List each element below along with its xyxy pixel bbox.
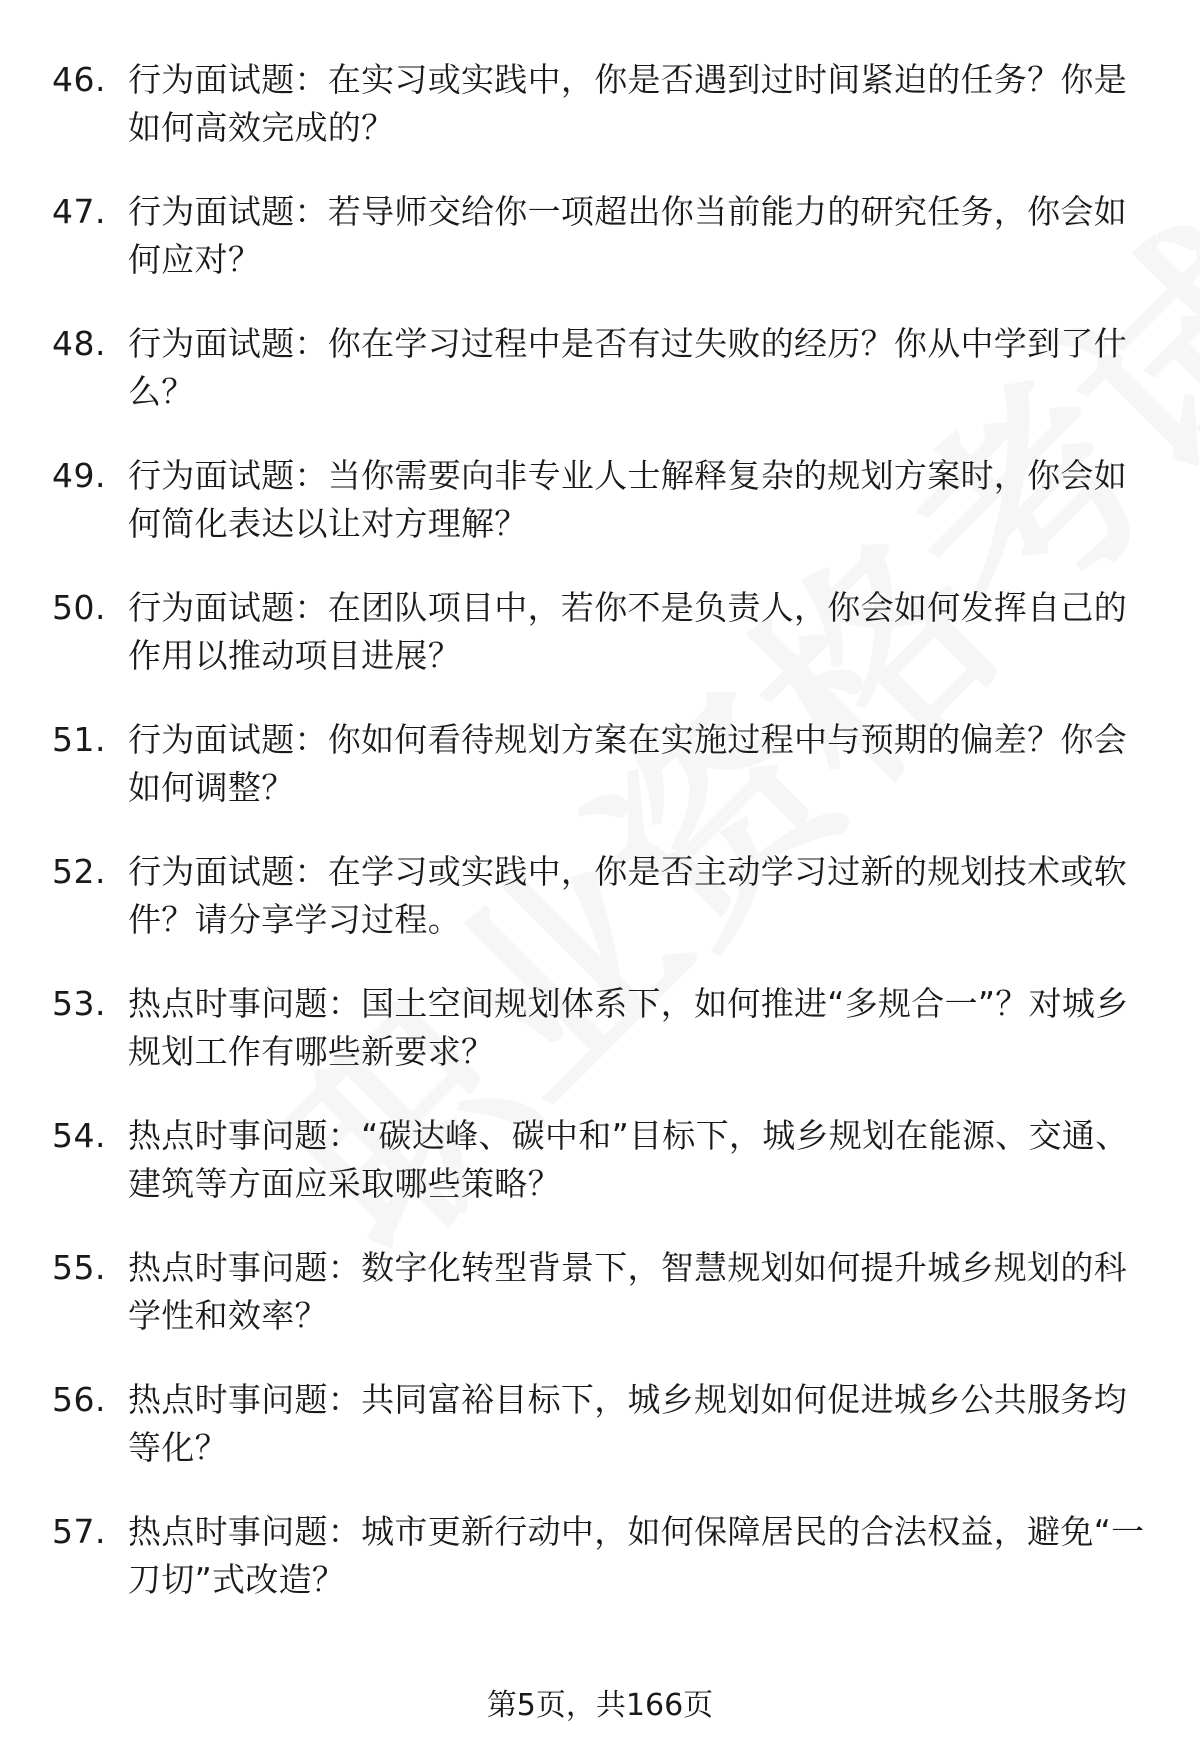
question-text: 行为面试题：当你需要向非专业人士解释复杂的规划方案时，你会如何简化表达以让对方理解？: [128, 456, 1127, 543]
question-number: 56.: [52, 1380, 106, 1419]
question-item: [0, 584, 1200, 716]
question-item: [0, 452, 1200, 584]
page-footer: 第5页，共166页: [486, 1688, 714, 1723]
question-item: [0, 320, 1200, 452]
question-number: 57.: [52, 1512, 106, 1551]
question-item: [0, 1508, 1200, 1640]
question-item: [0, 848, 1200, 980]
question-number: 55.: [52, 1248, 106, 1287]
question-number: 48.: [52, 324, 106, 363]
question-text: 行为面试题：若导师交给你一项超出你当前能力的研究任务，你会如何应对？: [128, 192, 1127, 279]
question-number: 53.: [52, 984, 106, 1023]
question-text: 热点时事问题：城市更新行动中，如何保障居民的合法权益，避免“一刀切”式改造？: [128, 1512, 1145, 1599]
question-number: 54.: [52, 1116, 106, 1155]
question-text: 热点时事问题：“碳达峰、碳中和”目标下，城乡规划在能源、交通、建筑等方面应采取哪些策略？: [128, 1116, 1129, 1203]
question-item: [0, 1244, 1200, 1376]
question-number: 46.: [52, 60, 106, 99]
question-text: 行为面试题：在团队项目中，若你不是负责人，你会如何发挥自己的作用以推动项目进展？: [128, 588, 1127, 675]
question-text: 热点时事问题：数字化转型背景下，智慧规划如何提升城乡规划的科学性和效率？: [128, 1248, 1127, 1335]
question-list: [0, 56, 1200, 1640]
question-text: 行为面试题：你在学习过程中是否有过失败的经历？你从中学到了什么？: [128, 324, 1127, 411]
question-number: 47.: [52, 192, 106, 231]
question-text: 热点时事问题：国土空间规划体系下，如何推进“多规合一”？对城乡规划工作有哪些新要求？: [128, 984, 1129, 1071]
question-item: [0, 188, 1200, 320]
question-number: 50.: [52, 588, 106, 627]
question-text: 行为面试题：在实习或实践中，你是否遇到过时间紧迫的任务？你是如何高效完成的？: [128, 60, 1127, 147]
question-item: [0, 980, 1200, 1112]
question-number: 49.: [52, 456, 106, 495]
question-text: 行为面试题：在学习或实践中，你是否主动学习过新的规划技术或软件？请分享学习过程。: [128, 852, 1127, 939]
question-item: [0, 1112, 1200, 1244]
question-text: 热点时事问题：共同富裕目标下，城乡规划如何促进城乡公共服务均等化？: [128, 1380, 1127, 1467]
question-number: 51.: [52, 720, 106, 759]
question-number: 52.: [52, 852, 106, 891]
question-item: [0, 716, 1200, 848]
question-item: [0, 1376, 1200, 1508]
question-item: [0, 56, 1200, 188]
question-text: 行为面试题：你如何看待规划方案在实施过程中与预期的偏差？你会如何调整？: [128, 720, 1127, 807]
